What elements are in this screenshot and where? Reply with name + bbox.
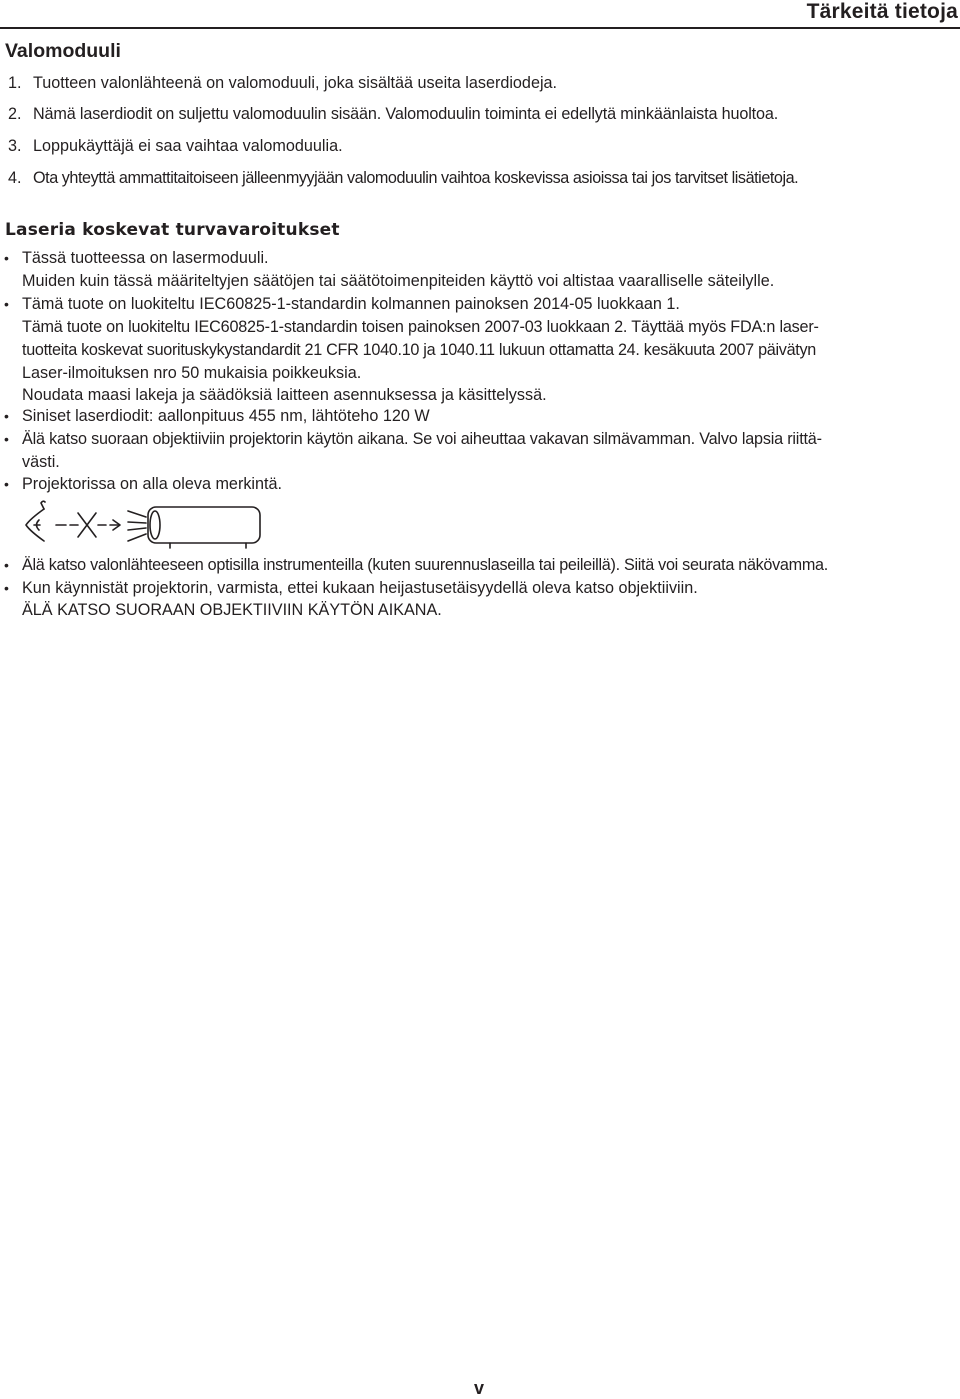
bullet: •: [4, 557, 9, 573]
eye-icon: [26, 501, 45, 541]
item-text: Ota yhteyttä ammattitaitoiseen jälleenmyyjään valomoduulin vaihtoa koskevissa asioissa tai jos tarvitset lisätietoja.: [33, 169, 799, 187]
section-heading-laser-warnings: Laseria koskevat turvavaroitukset: [5, 220, 340, 240]
header-title: Tärkeitä tietoja: [806, 0, 958, 23]
bullet-text: tuotteita koskevat suorituskykystandardit 21 CFR 1040.10 ja 1040.11 lukuun ottamatta 24. kesäkuuta 2007 päivätyn: [22, 341, 816, 359]
bullet: •: [4, 296, 9, 312]
bullet: •: [4, 408, 9, 424]
page-header: [0, 0, 960, 28]
bullet-text: Muiden kuin tässä määriteltyjen säätöjen tai säätötoimenpiteiden käyttö voi altistaa vaaralliselle säteilylle.: [22, 272, 775, 290]
prohibited-view-icon: [56, 513, 120, 537]
bullet-text: ÄLÄ KATSO SUORAAN OBJEKTIIVIIN KÄYTÖN AIKANA.: [22, 601, 442, 619]
laser-warning-pictogram: [20, 495, 270, 555]
item-number: 1.: [8, 74, 22, 92]
item-text: Nämä laserdiodit on suljettu valomoduulin sisään. Valomoduulin toiminta ei edellytä minkäänlaista huoltoa.: [33, 105, 779, 123]
item-number: 3.: [8, 137, 22, 155]
bullet: •: [4, 431, 9, 447]
bullet-text: Laser-ilmoituksen nro 50 mukaisia poikkeuksia.: [22, 364, 362, 382]
bullet-text: Älä katso valonlähteeseen optisilla instrumenteilla (kuten suurennuslaseilla tai peileillä). Siitä voi seurata näkövamma.: [22, 556, 828, 574]
item-number: 4.: [8, 169, 22, 187]
page-number: v: [474, 1378, 485, 1398]
bullet-text: Tässä tuotteessa on lasermoduuli.: [22, 249, 269, 267]
item-text: Tuotteen valonlähteenä on valomoduuli, joka sisältää useita laserdiodeja.: [33, 74, 558, 92]
bullet: •: [4, 580, 9, 596]
header-rule: [0, 27, 960, 29]
bullet-text: västi.: [22, 453, 60, 471]
bullet-text: Tämä tuote on luokiteltu IEC60825-1-standardin kolmannen painoksen 2014-05 luokkaan 1.: [22, 295, 680, 313]
bullet-text: Älä katso suoraan objektiiviin projektorin käytön aikana. Se voi aiheuttaa vakavan silmävamman. Valvo lapsia riittä-: [22, 430, 822, 448]
projector-icon: [148, 507, 260, 548]
bullet-text: Noudata maasi lakeja ja säädöksiä laitteen asennuksessa ja käsittelyssä.: [22, 386, 547, 404]
bullet-text: Tämä tuote on luokiteltu IEC60825-1-standardin toisen painoksen 2007-03 luokkaan 2. Täyttää myös FDA:n laser-: [22, 318, 819, 336]
light-rays-icon: [128, 511, 146, 541]
bullet-text: Kun käynnistät projektorin, varmista, ettei kukaan heijastusetäisyydellä oleva katso objektiiviin.: [22, 579, 698, 597]
item-text: Loppukäyttäjä ei saa vaihtaa valomoduulia.: [33, 137, 343, 155]
item-number: 2.: [8, 105, 22, 123]
bullet: •: [4, 476, 9, 492]
bullet: •: [4, 250, 9, 266]
bullet-text: Projektorissa on alla oleva merkintä.: [22, 475, 283, 493]
bullet-text: Siniset laserdiodit: aallonpituus 455 nm, lähtöteho 120 W: [22, 407, 430, 425]
section-heading-valomoduuli: Valomoduuli: [5, 40, 121, 62]
